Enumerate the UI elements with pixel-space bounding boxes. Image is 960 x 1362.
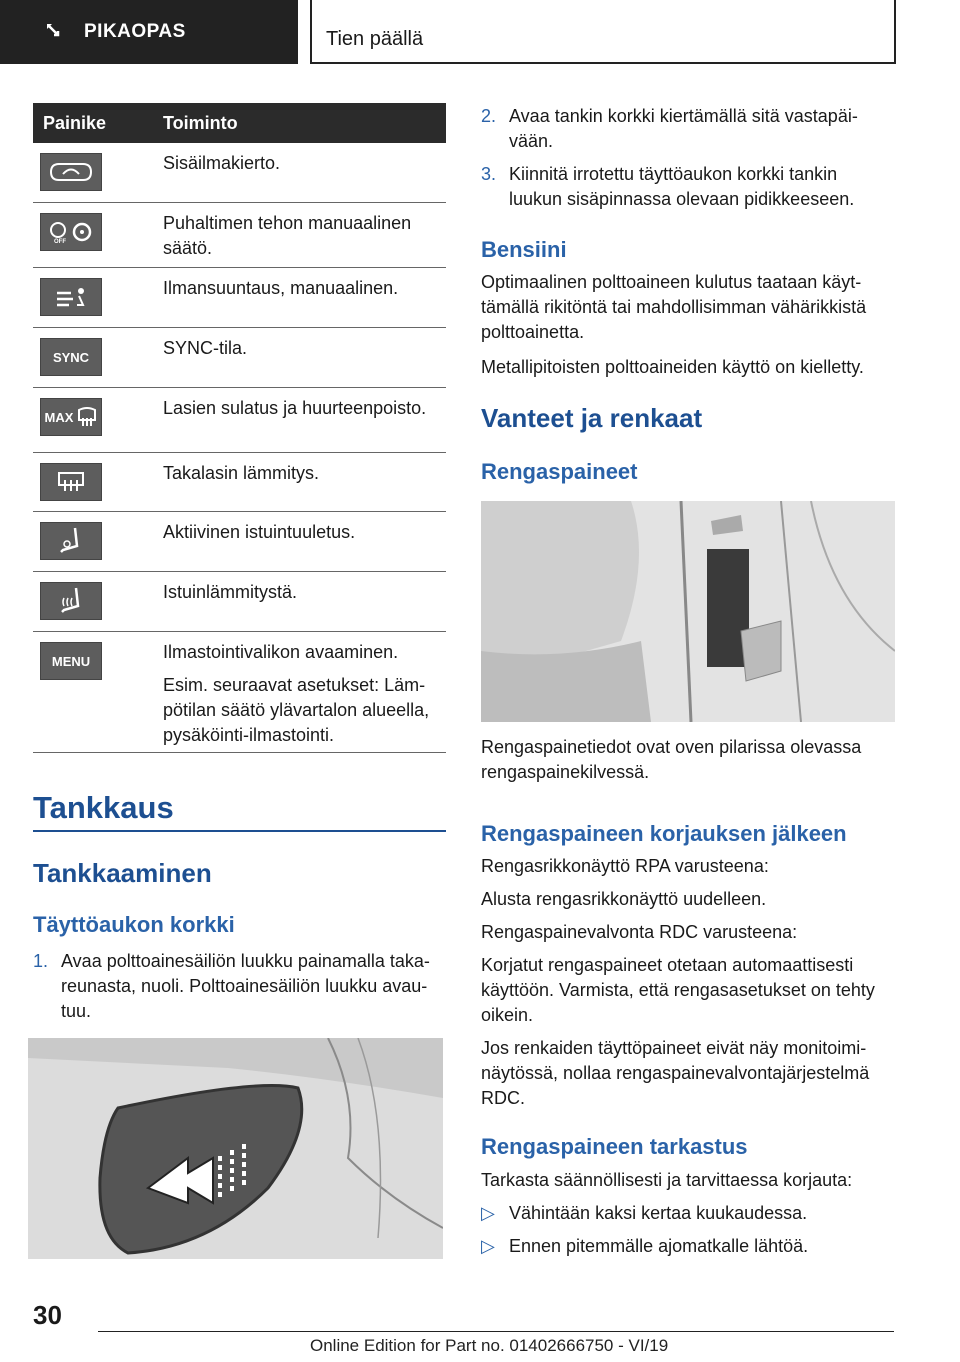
step-3 bbox=[481, 162, 894, 212]
heading-bensiini: Bensiini bbox=[481, 237, 567, 262]
column-header-button: Painike bbox=[43, 112, 107, 133]
table-row bbox=[33, 268, 446, 328]
heading-rengaspaineen-korjauksen-jalkeen: Rengaspaineen korjauksen jälkeen bbox=[481, 821, 847, 846]
section-title: Tien päällä bbox=[326, 28, 424, 50]
table-row bbox=[33, 632, 446, 753]
heading-tayttoaukon-korkki: Täyttöaukon korkki bbox=[33, 912, 235, 937]
page-number: 30 bbox=[33, 1300, 62, 1330]
header-tab[interactable] bbox=[0, 0, 298, 64]
table-row bbox=[33, 143, 446, 203]
heading-tankkaus: Tankkaus bbox=[33, 790, 174, 825]
paragraph: Metallipitoisten polttoaineiden käyttö on kielletty. bbox=[481, 357, 864, 377]
step-number: 1. bbox=[33, 951, 49, 971]
row-text: Istuinlämmitystä. bbox=[163, 582, 298, 602]
heading-tankkaaminen: Tankkaaminen bbox=[33, 858, 212, 888]
quick-guide-icon bbox=[44, 21, 66, 43]
svg-text:OFF: OFF bbox=[54, 239, 66, 245]
column-header-function: Toiminto bbox=[163, 112, 238, 133]
row-text: Sisäilmakierto. bbox=[163, 153, 281, 173]
step-number: 2. bbox=[481, 106, 497, 126]
heading-vanteet-ja-renkaat: Vanteet ja renkaat bbox=[481, 403, 703, 433]
paragraph: Jos renkaiden täyttöpaineet eivät näy monitoiminäytössä, nollaa rengaspainevalvontajärjestelmä RDC. bbox=[481, 1038, 870, 1108]
table-row bbox=[33, 572, 446, 632]
triangle-bullet-icon: ▷ bbox=[481, 1203, 495, 1223]
fuel-flap-image bbox=[28, 1038, 443, 1259]
list-item bbox=[481, 1201, 894, 1226]
edition-footer: Online Edition for Part no. 01402666750 - VI/19 bbox=[310, 1336, 669, 1355]
table-row bbox=[33, 203, 446, 268]
seat-ventilation-icon bbox=[40, 522, 102, 560]
paragraph: Optimaalinen polttoaineen kulutus taataan käyttämällä rikitöntä tai mahdollisimman vähärikkistä polttoainetta. bbox=[481, 272, 867, 342]
list-item-text: Vähintään kaksi kertaa kuukaudessa. bbox=[509, 1203, 808, 1223]
paragraph: Rengasrikkonäyttö RPA varusteena: bbox=[481, 856, 769, 876]
table-row bbox=[33, 453, 446, 512]
max-label: MAX bbox=[44, 409, 74, 425]
list-item bbox=[481, 1234, 894, 1259]
recirculation-icon bbox=[40, 153, 102, 191]
sync-icon: SYNC bbox=[40, 338, 102, 376]
footer-rule bbox=[98, 1331, 894, 1332]
header-tab-label: PIKAOPAS bbox=[84, 21, 186, 42]
menu-icon: MENU bbox=[40, 642, 102, 680]
step-text: Avaa tankin korkki kiertämällä sitä vastapäivään. bbox=[509, 106, 858, 151]
controls-table bbox=[33, 103, 446, 753]
paragraph: Tarkasta säännöllisesti ja tarvittaessa korjauta: bbox=[481, 1170, 853, 1190]
step-1 bbox=[33, 949, 446, 1024]
row-text: Ilmastointivalikon avaaminen. bbox=[163, 642, 399, 662]
paragraph: Rengaspainevalvonta RDC varusteena: bbox=[481, 922, 798, 942]
paragraph: Alusta rengasrikkonäyttö uudelleen. bbox=[481, 889, 767, 909]
triangle-bullet-icon: ▷ bbox=[481, 1236, 495, 1256]
table-row bbox=[33, 388, 446, 453]
table-row bbox=[33, 328, 446, 388]
heading-rengaspaineen-tarkastus: Rengaspaineen tarkastus bbox=[481, 1134, 748, 1159]
heading-rengaspaineet: Rengaspaineet bbox=[481, 459, 638, 484]
step-number: 3. bbox=[481, 164, 497, 184]
fan-off-icon bbox=[40, 213, 102, 251]
max-defrost-icon bbox=[40, 398, 102, 436]
row-text: Puhaltimen tehon manuaalinen säätö. bbox=[163, 213, 412, 258]
row-text-group bbox=[163, 632, 446, 752]
table-row bbox=[33, 512, 446, 572]
row-text: Ilmansuuntaus, manuaalinen. bbox=[163, 278, 399, 298]
paragraph: Korjatut rengaspaineet otetaan automaattisesti käyttöön. Varmista, että rengasasetukset on tehty oikein. bbox=[481, 955, 875, 1025]
step-2 bbox=[481, 104, 894, 154]
seat-heating-icon bbox=[40, 582, 102, 620]
row-text: SYNC-tila. bbox=[163, 338, 248, 358]
step-text: Kiinnitä irrotettu täyttöaukon korkki tankin luukun sisäpinnassa olevaan pidikkeeseen. bbox=[509, 164, 855, 209]
row-text: Aktiivinen istuintuuletus. bbox=[163, 522, 356, 542]
row-text-detail: Esim. seuraavat asetukset: Lämpötilan säätö ylävartalon alueella, pysäköinti-ilmastointi. bbox=[163, 675, 430, 745]
rear-defrost-icon bbox=[40, 463, 102, 501]
door-pillar-image bbox=[481, 501, 895, 722]
list-item-text: Ennen pitemmälle ajomatkalle lähtöä. bbox=[509, 1236, 809, 1256]
step-text: Avaa polttoainesäiliön luukku painamalla takareunasta, nuoli. Polttoainesäiliön luukku avautuu. bbox=[61, 951, 430, 1021]
table-header bbox=[33, 103, 446, 143]
heading-rule bbox=[33, 830, 446, 832]
row-text: Lasien sulatus ja huurteenpoisto. bbox=[163, 398, 427, 418]
air-distribution-icon bbox=[40, 278, 102, 316]
row-text: Takalasin lämmitys. bbox=[163, 463, 320, 483]
paragraph: Rengaspainetiedot ovat oven pilarissa olevassa rengaspainekilvessä. bbox=[481, 737, 862, 782]
